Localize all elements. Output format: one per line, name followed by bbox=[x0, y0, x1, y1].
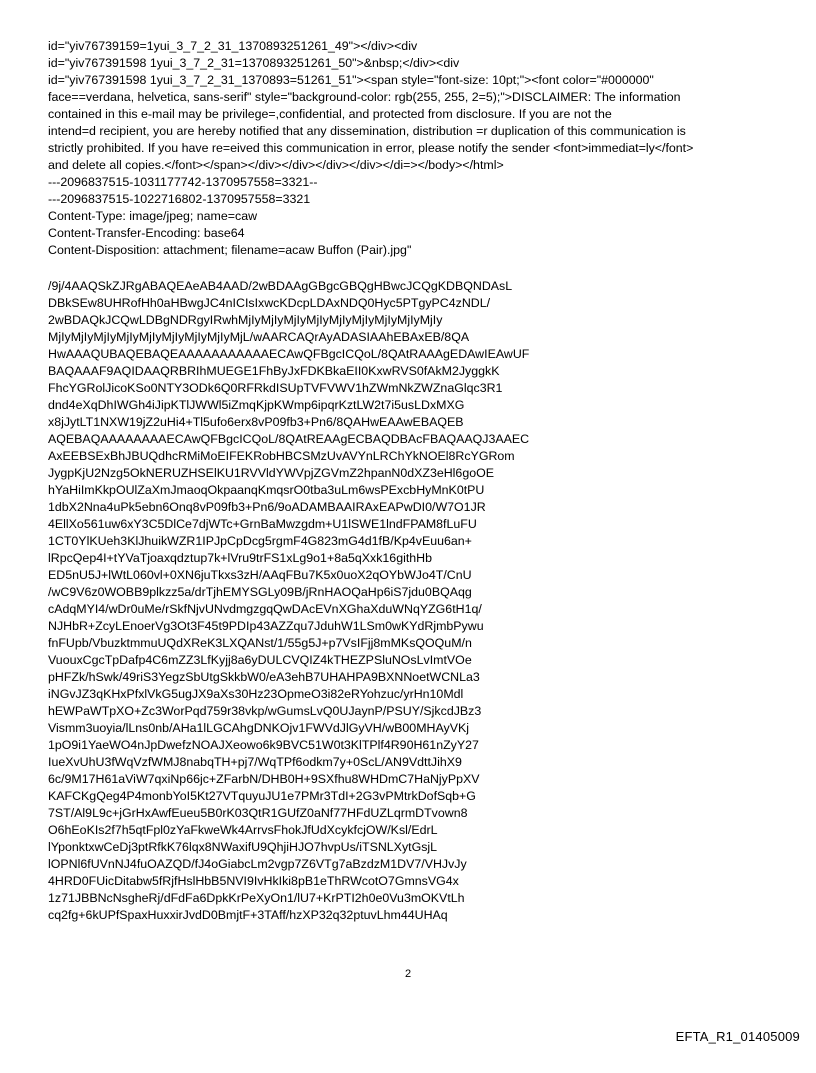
base64-line: lRpcQep4I+tYVaTjoaxqdztup7k+lVru9trFS1xLg9o1+8a5qXxk16githHb bbox=[48, 551, 433, 565]
base64-line: IueXvUhU3fWqVzfWMJ8nabqTH+pj7/WqTPf6odkm7y+0ScL/AN9VdttJihX9 bbox=[48, 755, 462, 769]
base64-line: HwAAAQUBAQEBAQEAAAAAAAAAAAECAwQFBgcICQoL/8QAtRAAAgEDAwIEAwUF bbox=[48, 347, 530, 361]
base64-line: iNGvJZ3qKHxPfxlVkG5ugJX9aXs30Hz23OpmeO3i82eRYohzuc/yrHn10Mdl bbox=[48, 687, 464, 701]
base64-line: 1pO9i1YaeWO4nJpDwefzNOAJXeowo6k9BVC51W0t3KlTPlf4R90H61nZyY27 bbox=[48, 738, 479, 752]
base64-line: 1z71JBBNcNsgheRj/dFdFa6DpkKrPeXyOn1/lU7+KrPTI2h0e0Vu3mOKVtLh bbox=[48, 891, 465, 905]
base64-line: 4HRD0FUicDitabw5fRjfHslHbB5NVI9IvHkIki8pB1eThRWcotO7GmnsVG4x bbox=[48, 874, 459, 888]
base64-line: lOPNl6fUVnNJ4fuOAZQD/fJ4oGiabcLm2vgp7Z6VTg7aBzdzM1DV7/VHJvJy bbox=[48, 857, 467, 871]
base64-line: JygpKjU2Nzg5OkNERUZHSElKU1RVVldYWVpjZGVmZ2hpanN0dXZ3eHl6goOE bbox=[48, 466, 495, 480]
base64-line: BAQAAAF9AQIDAAQRBRIhMUEGE1FhByJxFDKBkaEII0KxwRVS0fAkM2JyggkK bbox=[48, 364, 500, 378]
document-body bbox=[48, 38, 788, 924]
base64-line: DBkSEw8UHRofHh0aHBwgJC4nICIsIxwcKDcpLDAxNDQ0Hyc5PTgyPC4zNDL/ bbox=[48, 296, 491, 310]
base64-line: NJHbR+ZcyLEnoerVg3Ot3F45t9PDIp43AZZqu7JduhW1LSm0wKYdRjmbPywu bbox=[48, 619, 484, 633]
base64-line: x8jJytLT1NXW19jZ2uHi4+Tl5ufo6erx8vP09fb3+Pn6/8QAHwEAAwEBAQEB bbox=[48, 415, 464, 429]
document-id-stamp: EFTA_R1_01405009 bbox=[675, 1029, 800, 1044]
base64-line: pHFZk/hSwk/49riS3YegzSbUtgSkkbW0/eA3ehB7UHAHPA9BXNNoetWCNLa3 bbox=[48, 670, 480, 684]
base64-line: O6hEoKIs2f7h5qtFpl0zYaFkweWk4ArrvsFhokJfUdXcykfcjOW/Ksl/EdrL bbox=[48, 823, 438, 837]
html-source-line: id="yiv767391598 1yui_3_7_2_31_1370893=51261_51"><span style="font-size: 10pt;"><font color="#000000" bbox=[48, 73, 654, 87]
html-source-line: id="yiv767391598 1yui_3_7_2_31=1370893251261_50">&nbsp;</div><div bbox=[48, 56, 460, 70]
html-source-line: contained in this e-mail may be privilege=,confidential, and protected from disclosure. If you are not the bbox=[48, 107, 612, 121]
base64-line: /9j/4AAQSkZJRgABAQEAeAB4AAD/2wBDAAgGBgcGBQgHBwcJCQgKDBQNDAsL bbox=[48, 279, 513, 293]
mime-boundary-line: ---2096837515-1022716802-1370957558=3321 bbox=[48, 192, 311, 206]
base64-line: AQEBAQAAAAAAAAECAwQFBgcICQoL/8QAtREAAgECBAQDBAcFBAQAAQJ3AAEC bbox=[48, 432, 530, 446]
base64-line: Vismm3uoyia/lLns0nb/AHa1lLGCAhgDNKOjv1FWVdJlGyVH/wB00MHAyVKj bbox=[48, 721, 469, 735]
base64-line: cq2fg+6kUPfSpaxHuxxirJvdD0BmjtF+3TAff/hzXP32q32ptuvLhm44UHAq bbox=[48, 908, 448, 922]
base64-line: FhcYGRolJicoKSo0NTY3ODk6Q0RFRkdISUpTVFVWV1hZWmNkZWZnaGlqc3R1 bbox=[48, 381, 503, 395]
base64-line: 1dbX2Nna4uPk5ebn6Onq8vP09fb3+Pn6/9oADAMBAAIRAxEAPwDI0/W7O1JR bbox=[48, 500, 486, 514]
base64-line: cAdqMYI4/wDr0uMe/rSkfNjvUNvdmgzgqQwDAcEVnXGhaXduWNqYZG6tH1q/ bbox=[48, 602, 482, 616]
base64-line: hYaHiImKkpOUlZaXmJmaoqOkpaanqKmqsrO0tba3uLm6wsPExcbHyMnK0tPU bbox=[48, 483, 485, 497]
base64-line: AxEEBSExBhJBUQdhcRMiMoEIFEKRobHBCSMzUvAVYnLRChYkNOEl8RcYGRom bbox=[48, 449, 515, 463]
base64-line: 7ST/Al9L9c+jGrHxAwfEueu5B0rK03QtR1GUfZ0aNf77HFdUZLqrmDTvown8 bbox=[48, 806, 468, 820]
html-source-line: and delete all copies.</font></span></div></div></div></div></di=></body></html> bbox=[48, 158, 504, 172]
base64-line: dnd4eXqDhIWGh4iJipKTlJWWl5iZmqKjpKWmp6ipqrKztLW2t7i5usLDxMXG bbox=[48, 398, 465, 412]
base64-line: 4EllXo561uw6xY3C5DlCe7djWTc+GrnBaMwzgdm+U1lSWE1lndFPAM8fLuFU bbox=[48, 517, 477, 531]
base64-line: VuouxCgcTpDafp4C6mZZ3LfKyjj8a6yDULCVQIZ4kTHEZPSluNOsLvImtVOe bbox=[48, 653, 472, 667]
base64-line: lYponktxwCeDj3ptRfkK76lqx8NWaxifU9QhjiHJO7hvpUs/iTSNLXytGsjL bbox=[48, 840, 438, 854]
mime-headers-block bbox=[48, 174, 788, 259]
base64-line: /wC9V6z0WOBB9plkzz5a/drTjhEMYSGLy09B/jRnHAOQaHp6iS7jdu0BQAqg bbox=[48, 585, 472, 599]
base64-line: KAFCKgQeg4P4monbYoI5Kt27VTquyuJU1e7PMr3TdI+2G3vPMtrkDofSqb+G bbox=[48, 789, 476, 803]
content-transfer-encoding-header: Content-Transfer-Encoding: base64 bbox=[48, 226, 245, 240]
page-number: 2 bbox=[404, 968, 412, 980]
html-source-line: intend=d recipient, you are hereby notified that any dissemination, distribution =r duplication of this communication is bbox=[48, 124, 686, 138]
content-disposition-header: Content-Disposition: attachment; filename=acaw Buffon (Pair).jpg" bbox=[48, 243, 412, 257]
mime-boundary-line: ---2096837515-1031177742-1370957558=3321-- bbox=[48, 175, 318, 189]
html-source-line: id="yiv76739159=1yui_3_7_2_31_1370893251261_49"></div><div bbox=[48, 39, 418, 53]
base64-line: 1CT0YlKUeh3KlJhuikWZR1IPJpCpDcg5rgmF4G823mG4d1fB/Kp4vEuu6an+ bbox=[48, 534, 472, 548]
base64-line: ED5nU5J+lWtL060vl+0XN6juTkxs3zH/AAqFBu7K5x0uoX2qOYbWJo4T/CnU bbox=[48, 568, 472, 582]
base64-line: fnFUpb/VbuzktmmuUQdXReK3LXQANst/1/55g5J+p7VsIFjj8mMKsQOQuM/n bbox=[48, 636, 472, 650]
html-source-line: strictly prohibited. If you have re=eived this communication in error, please notify the sender <font>immediat=ly</font> bbox=[48, 141, 694, 155]
content-type-header: Content-Type: image/jpeg; name=caw bbox=[48, 209, 258, 223]
base64-line: 2wBDAQkJCQwLDBgNDRgyIRwhMjIyMjIyMjIyMjIyMjIyMjIyMjIyMjIyMjIy bbox=[48, 313, 443, 327]
base64-line: 6c/9M17H61aViW7qxiNp66jc+ZFarbN/DHB0H+9SXfhu8WHDmC7HaNjyPpXV bbox=[48, 772, 480, 786]
base64-line: hEWPaWTpXO+Zc3WorPqd759r38vkp/wGumsLvQ0UJaynP/PSUY/SjkcdJBz3 bbox=[48, 704, 482, 718]
base64-line: MjIyMjIyMjIyMjIyMjIyMjIyMjIyMjIyMjL/wAARCAQrAyADASIAAhEBAxEB/8QA bbox=[48, 330, 470, 344]
blank-line bbox=[48, 259, 788, 276]
html-source-block bbox=[48, 38, 788, 174]
html-source-line: face==verdana, helvetica, sans-serif" style="background-color: rgb(255, 255, 2=5);">DISCLAIMER: The information bbox=[48, 90, 681, 104]
base64-attachment-block bbox=[48, 278, 788, 924]
